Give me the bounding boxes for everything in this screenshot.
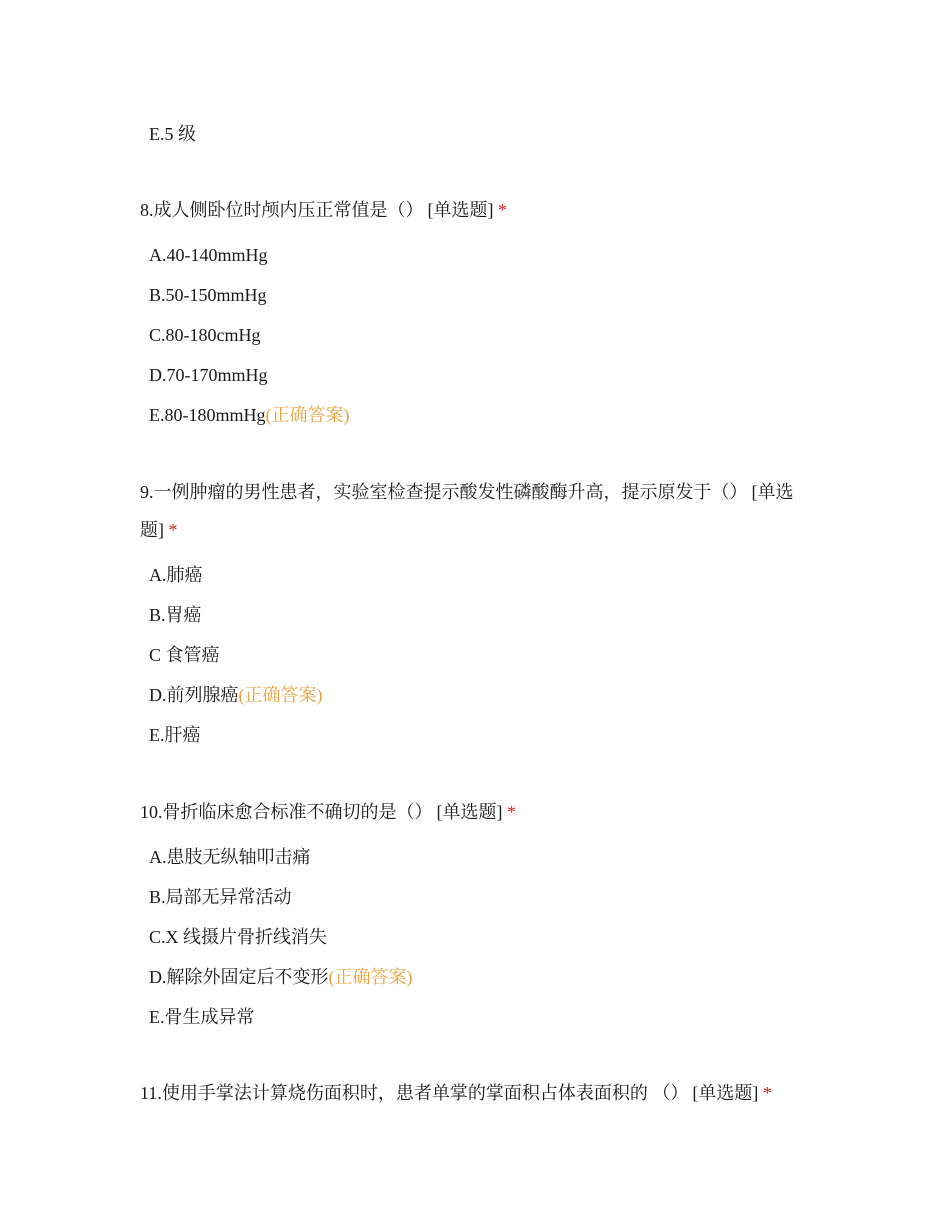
question-text: 9.一例肿瘤的男性患者，实验室检查提示酸发性磷酸酶升高，提示原发于（） [140,482,748,502]
required-mark: * [762,1083,772,1103]
option-text: D.前列腺癌 [149,685,239,705]
required-mark: * [498,200,507,220]
option-item [149,683,323,707]
question-text: 11.使用手掌法计算烧伤面积时，患者单掌的掌面积占体表面积的 （） [140,1083,689,1103]
required-mark: * [168,520,178,540]
option-text: C.X 线摄片骨折线消失 [149,927,328,947]
question-title-11 [140,1081,772,1105]
question-title-9 [140,473,810,549]
option-item [149,965,413,989]
option-item [149,885,292,909]
correct-answer-label: (正确答案) [265,405,350,425]
option-text: E.80-180mmHg [149,405,266,425]
option-text: B.50-150mmHg [149,285,267,305]
question-type-tag: [单选题] [436,802,503,822]
option-text: A.40-140mmHg [149,245,268,265]
question-text: 8.成人侧卧位时颅内压正常值是（） [140,200,424,220]
required-mark: * [507,802,516,822]
option-item [149,323,261,347]
option-text: D.解除外固定后不变形 [149,967,329,987]
option-item [149,1005,255,1029]
option-text: A.肺癌 [149,565,203,585]
question-title-8 [140,198,507,222]
question-type-tag: [单选题] [140,482,794,540]
option-item [149,925,327,949]
option-text: E.骨生成异常 [149,1007,255,1027]
option-text: B.局部无异常活动 [149,887,292,907]
option-item [149,243,268,267]
option-text: C.80-180cmHg [149,325,261,345]
option-item [149,845,311,869]
option-item [149,643,220,667]
option-item [149,363,268,387]
option-item [149,563,203,587]
question-title-10 [140,800,516,824]
option-text: C 食管癌 [149,645,220,665]
option-text: A.患肢无纵轴叩击痛 [149,847,311,867]
question-type-tag: [单选题] [427,200,494,220]
option-text: B.胃癌 [149,605,202,625]
option-text: E.肝癌 [149,725,201,745]
option-item [149,603,202,627]
question-text: 10.骨折临床愈合标准不确切的是（） [140,802,433,822]
option-item [149,283,267,307]
option-text: D.70-170mmHg [149,365,268,385]
question-type-tag: [单选题] [692,1083,759,1103]
option-item [149,403,350,427]
option-item [149,122,196,146]
option-text: E.5 级 [149,124,196,144]
option-item [149,723,201,747]
correct-answer-label: (正确答案) [238,685,323,705]
correct-answer-label: (正确答案) [328,967,413,987]
